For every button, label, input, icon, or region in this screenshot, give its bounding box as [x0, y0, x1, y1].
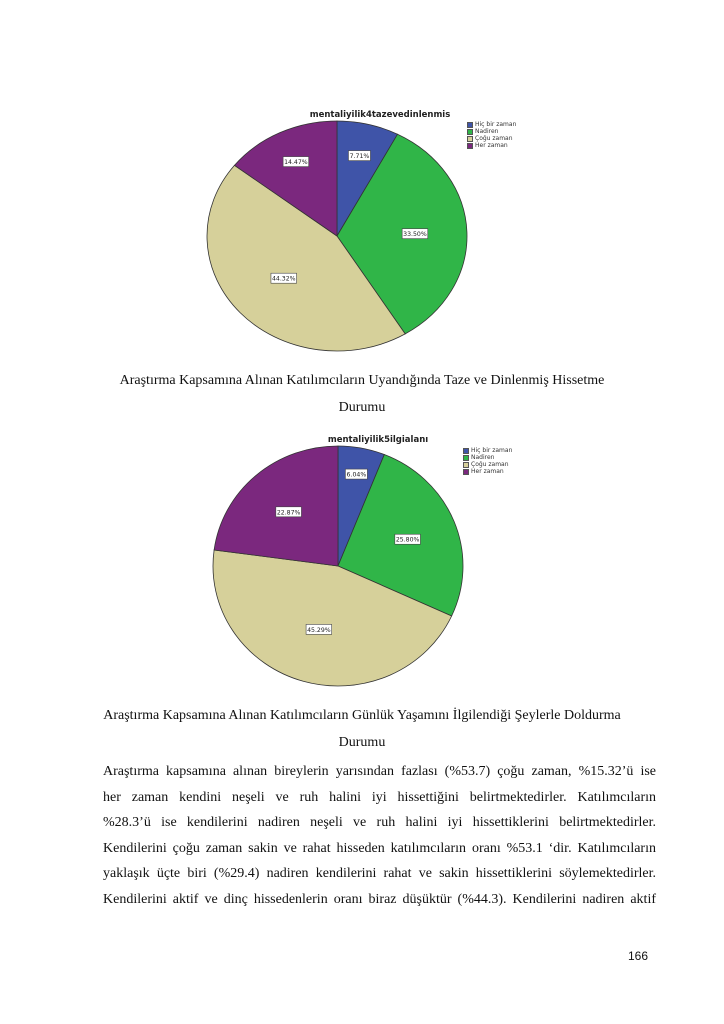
- caption-line: Durumu: [338, 735, 386, 750]
- data-label-text: 7.71%: [349, 153, 370, 161]
- data-label-text: 25.80%: [395, 536, 420, 544]
- legend-label: Her zaman: [475, 142, 508, 149]
- legend-label: Hiç bir zaman: [475, 121, 517, 128]
- legend-item-her-zaman: [463, 468, 512, 475]
- caption-line: Durumu: [338, 400, 386, 415]
- paragraph-line: Araştırma kapsamına alınan bireylerin yarısından fazlası (%53.7) çoğu zaman, %15.32’ü ise: [103, 764, 656, 779]
- pie-slice-her-zaman: [214, 446, 338, 566]
- data-label-text: 6.04%: [346, 471, 367, 479]
- legend-label: Hiç bir zaman: [471, 447, 513, 454]
- paragraph-line: her zaman kendini neşeli ve ruh halini iyi hissettiğini belirtmektedirler. Katılımcıların: [103, 789, 656, 805]
- caption-line: Araştırma Kapsamına Alınan Katılımcıların Uyandığında Taze ve Dinlenmiş Hissetme: [119, 373, 605, 388]
- body-paragraph: [103, 759, 656, 912]
- caption-line: Araştırma Kapsamına Alınan Katılımcıların Günlük Yaşamını İlgilendiği Şeylerle Doldurma: [103, 708, 621, 723]
- data-label-her-zaman: [276, 507, 302, 517]
- chart-title: mentaliyilik5ilgialanı: [327, 435, 429, 445]
- chart-legend: [463, 447, 512, 475]
- legend-item-cogu-zaman: [463, 461, 512, 468]
- data-label-text: 45.29%: [307, 626, 331, 634]
- data-label-nadiren: [395, 534, 421, 544]
- chart-title: mentaliyilik4tazevedinlenmis: [309, 110, 451, 120]
- legend-label: Nadiren: [471, 454, 495, 461]
- legend-swatch: [463, 455, 469, 461]
- figure-caption-2: [0, 702, 724, 756]
- data-label-text: 33.50%: [403, 231, 427, 239]
- legend-swatch: [463, 448, 469, 454]
- page-number: 166: [628, 949, 649, 963]
- legend-swatch: [463, 462, 469, 468]
- data-label-cogu-zaman: [306, 624, 332, 634]
- legend-item-nadiren: [463, 454, 512, 461]
- paragraph-line: Kendilerini aktif ve dinç hissedenlerin oranı biraz düşüktür (%44.3). Kendilerini nadiren aktif: [103, 891, 656, 907]
- data-label-text: 22.87%: [276, 509, 301, 517]
- paragraph-line: yaklaşık üçte biri (%29.4) nadiren kendilerini rahat ve sakin hissettiklerini söylemektedirler.: [103, 866, 656, 881]
- legend-label: Çoğu zaman: [475, 135, 513, 142]
- paragraph-line: Kendilerini çoğu zaman sakin ve rahat hisseden katılımcıların oranı %53.1 ‘dir. Katılımcıların: [103, 840, 656, 856]
- legend-label: Her zaman: [471, 468, 504, 475]
- paragraph-line: %28.3’ü ise kendilerini nadiren neşeli ve ruh halini iyi hissettiklerini belirtmektedirler.: [103, 815, 656, 830]
- data-label-hic-bir-zaman: [345, 469, 367, 479]
- data-label-text: 14.47%: [284, 159, 308, 167]
- legend-label: Çoğu zaman: [471, 461, 509, 468]
- legend-item-hic-bir-zaman: [463, 447, 512, 454]
- legend-swatch: [463, 469, 469, 475]
- data-label-text: 44.32%: [271, 275, 296, 283]
- legend-label: Nadiren: [475, 128, 499, 135]
